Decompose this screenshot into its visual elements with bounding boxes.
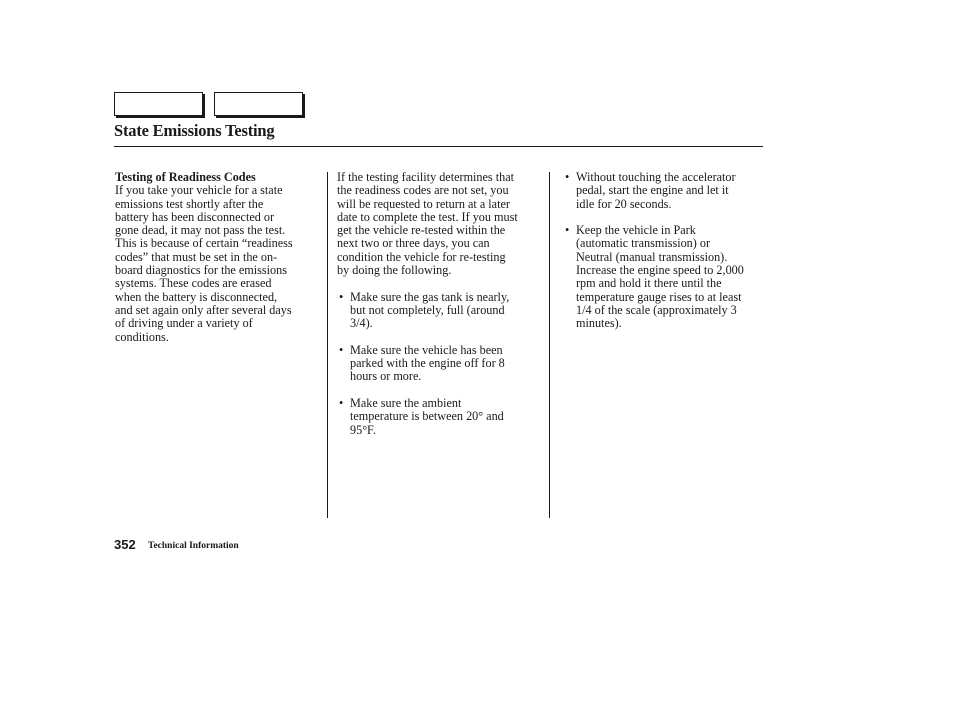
column-2: [337, 171, 545, 450]
body-line: condition the vehicle for re-testing: [337, 249, 506, 264]
body-line: get the vehicle re-tested within the: [337, 223, 506, 238]
body-line: If the testing facility determines that: [337, 170, 514, 184]
bullet-line: idle for 20 seconds.: [576, 196, 672, 211]
body-line: next two or three days, you can: [337, 236, 490, 251]
bullet-line: temperature is between 20° and: [350, 409, 504, 424]
bullet-item: [563, 224, 765, 330]
header-tab-box-left: [114, 92, 203, 116]
body-line: date to complete the test. If you must: [337, 209, 518, 224]
body-line: conditions.: [115, 329, 169, 344]
page-title: State Emissions Testing: [114, 121, 275, 140]
column-1: [115, 171, 320, 344]
header-tab-box-right: [214, 92, 303, 116]
body-line: will be requested to return at a later: [337, 196, 510, 211]
bullet-line: minutes).: [576, 316, 622, 331]
bullet-line: Make sure the vehicle has been: [350, 342, 503, 357]
footer-section-name: Technical Information: [148, 541, 239, 551]
body-line: battery has been disconnected or: [115, 209, 275, 224]
bullet-line: (automatic transmission) or: [576, 236, 711, 251]
section-heading: Testing of Readiness Codes: [115, 170, 256, 184]
page-number: 352: [114, 537, 136, 552]
body-line: gone dead, it may not pass the test.: [115, 223, 286, 238]
bullet-line: Make sure the ambient: [350, 396, 462, 411]
bullet-icon: •: [339, 342, 344, 357]
bullet-item: [337, 291, 545, 331]
title-divider: [114, 146, 763, 147]
bullet-line: Without touching the accelerator: [576, 170, 736, 184]
bullet-icon: •: [339, 289, 344, 304]
bullet-line: but not completely, full (around: [350, 302, 505, 317]
bullet-line: 95°F.: [350, 422, 376, 437]
bullet-item: [337, 344, 545, 384]
bullet-item: [337, 397, 545, 437]
body-line: and set again only after several days: [115, 302, 292, 317]
bullet-item: [563, 171, 765, 211]
bullet-line: Neutral (manual transmission).: [576, 249, 728, 264]
body-line: board diagnostics for the emissions: [115, 263, 287, 278]
bullet-line: Make sure the gas tank is nearly,: [350, 289, 510, 304]
column-divider: [549, 172, 550, 518]
body-line: by doing the following.: [337, 263, 452, 278]
bullet-line: Increase the engine speed to 2,000: [576, 263, 744, 278]
bullet-line: 1/4 of the scale (approximately 3: [576, 302, 737, 317]
body-line: emissions test shortly after the: [115, 196, 264, 211]
bullet-line: pedal, start the engine and let it: [576, 183, 729, 198]
body-line: of driving under a variety of: [115, 316, 253, 331]
body-line: systems. These codes are erased: [115, 276, 272, 291]
body-line: when the battery is disconnected,: [115, 289, 278, 304]
bullet-line: rpm and hold it there until the: [576, 276, 722, 291]
bullet-icon: •: [339, 396, 344, 411]
body-line: This is because of certain “readiness: [115, 236, 293, 251]
bullet-icon: •: [565, 170, 570, 184]
body-line: If you take your vehicle for a state: [115, 183, 283, 198]
bullet-line: 3/4).: [350, 316, 373, 331]
bullet-line: Keep the vehicle in Park: [576, 223, 696, 238]
bullet-icon: •: [565, 223, 570, 238]
intro-paragraph: [337, 171, 545, 277]
bullet-line: temperature gauge rises to at least: [576, 289, 742, 304]
bullet-line: hours or more.: [350, 369, 422, 384]
bullet-line: parked with the engine off for 8: [350, 356, 505, 371]
body-line: the readiness codes are not set, you: [337, 183, 509, 198]
column-3: [563, 171, 765, 344]
column-divider: [327, 172, 328, 518]
body-line: codes” that must be set in the on-: [115, 249, 278, 264]
